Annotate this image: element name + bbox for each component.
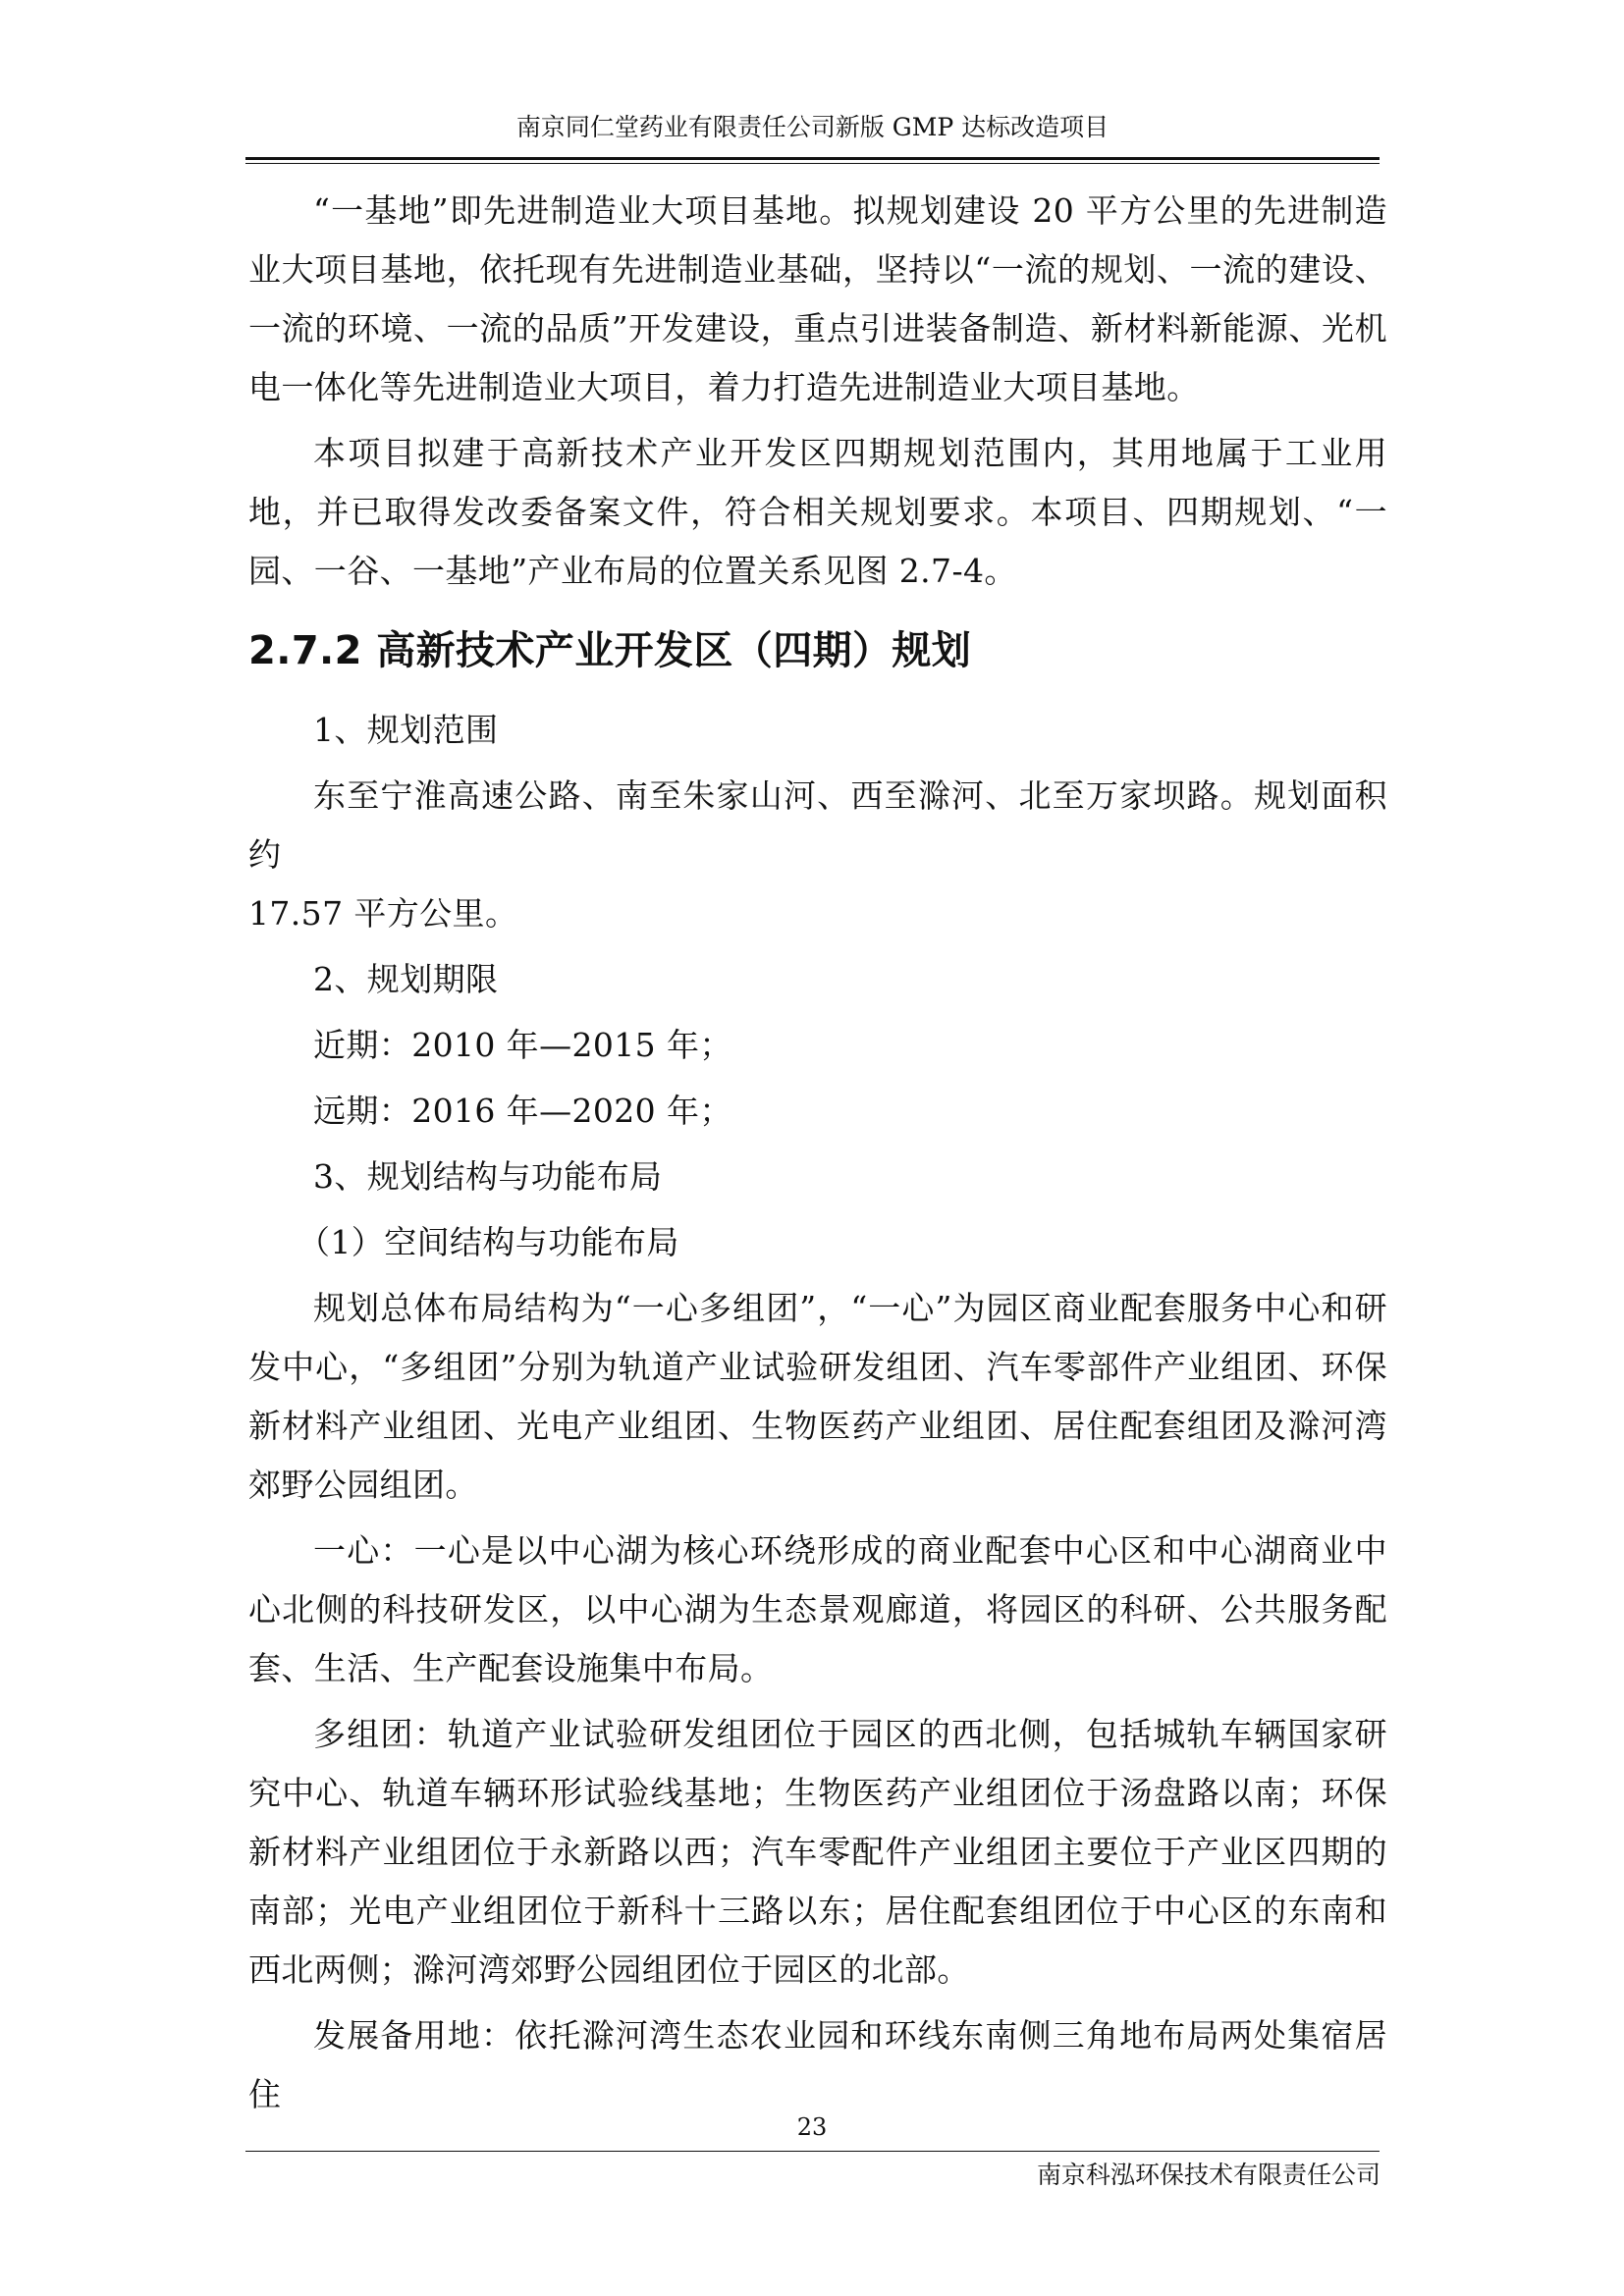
item-planning-period-far: 远期：2016 年—2020 年； — [313, 1092, 732, 1130]
header-rule-thin — [245, 163, 1380, 164]
header-rule — [245, 157, 1380, 160]
item-planning-period-title: 2、规划期限 — [313, 960, 499, 998]
item-planning-scope-title: 1、规划范围 — [313, 711, 499, 749]
item-planning-period-near: 近期：2010 年—2015 年； — [313, 1026, 732, 1064]
item-structure-subtitle: （1）空间结构与功能布局 — [298, 1223, 679, 1261]
item-planning-scope-area: 17.57 平方公里。 — [248, 894, 518, 933]
item-planning-scope-body: 东至宁淮高速公路、南至朱家山河、西至滁河、北至万家坝路。规划面积约 — [248, 776, 1387, 874]
footer-company: 南京科泓环保技术有限责任公司 — [1036, 2161, 1380, 2189]
paragraph-one-center: 一心：一心是以中心湖为核心环绕形成的商业配套中心区和中心湖商业中心北侧的科技研发区，以中心湖为生态景观廊道，将园区的科研、公共服务配套、生活、生产配套设施集中布局。 — [248, 1531, 1387, 1687]
item-structure-title: 3、规划结构与功能布局 — [313, 1157, 663, 1196]
section-heading: 2.7.2 高新技术产业开发区（四期）规划 — [248, 628, 972, 673]
paragraph-base: “一基地”即先进制造业大项目基地。拟规划建设 20 平方公里的先进制造业大项目基地，依托现有先进制造业基础，坚持以“一流的规划、一流的建设、一流的环境、一流的品质”开发建设，重点引进装备制造、新材料新能源、光机电一体化等先进制造业大项目，着力打造先进制造业大项目基地。 — [248, 191, 1387, 406]
page-number: 23 — [796, 2113, 828, 2141]
paragraph-multi-clusters: 多组团：轨道产业试验研发组团位于园区的西北侧，包括城轨车辆国家研究中心、轨道车辆环形试验线基地；生物医药产业组团位于汤盘路以南；环保新材料产业组团位于永新路以西；汽车零配件产业组团主要位于产业区四期的南部；光电产业组团位于新科十三路以东；居住配套组团位于中心区的东南和西北两侧；滁河湾郊野公园组团位于园区的北部。 — [248, 1715, 1387, 1989]
paragraph-reserve-land: 发展备用地：依托滁河湾生态农业园和环线东南侧三角地布局两处集宿居住 — [248, 2016, 1387, 2113]
paragraph-overall-layout: 规划总体布局结构为“一心多组团”，“一心”为园区商业配套服务中心和研发中心，“多组团”分别为轨道产业试验研发组团、汽车零部件产业组团、环保新材料产业组团、光电产业组团、生物医药产业组团、居住配套组团及滁河湾郊野公园组团。 — [248, 1289, 1387, 1504]
paragraph-project-location: 本项目拟建于高新技术产业开发区四期规划范围内，其用地属于工业用地，并已取得发改委备案文件，符合相关规划要求。本项目、四期规划、“一园、一谷、一基地”产业布局的位置关系见图 2.7-4。 — [248, 434, 1387, 590]
page-body — [248, 182, 1387, 2131]
running-header: 南京同仁堂药业有限责任公司新版 GMP 达标改造项目 — [515, 113, 1110, 141]
footer-rule — [245, 2151, 1380, 2152]
